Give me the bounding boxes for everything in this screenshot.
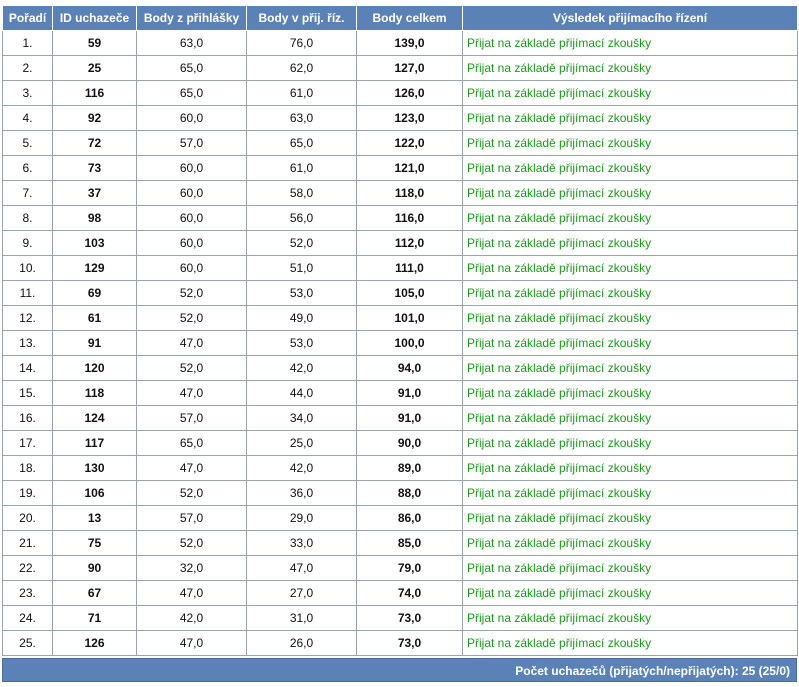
cell-points-admission: 56,0 [247, 206, 357, 231]
cell-points-total: 100,0 [357, 331, 463, 356]
cell-result: Přijat na základě přijímací zkoušky [463, 481, 798, 506]
cell-points-admission: 61,0 [247, 156, 357, 181]
cell-candidate-id: 120 [53, 356, 137, 381]
table-row [3, 131, 798, 156]
cell-points-application: 60,0 [137, 231, 247, 256]
cell-points-total: 139,0 [357, 31, 463, 56]
cell-points-application: 47,0 [137, 631, 247, 656]
cell-points-admission: 61,0 [247, 81, 357, 106]
table-row [3, 231, 798, 256]
cell-result: Přijat na základě přijímací zkoušky [463, 81, 798, 106]
cell-points-admission: 76,0 [247, 31, 357, 56]
cell-points-total: 89,0 [357, 456, 463, 481]
cell-rank: 1. [3, 31, 53, 56]
cell-points-total: 123,0 [357, 106, 463, 131]
cell-candidate-id: 130 [53, 456, 137, 481]
cell-points-application: 47,0 [137, 331, 247, 356]
cell-rank: 25. [3, 631, 53, 656]
header-points-admission[interactable]: Body v přij. říz. [247, 6, 357, 31]
cell-points-admission: 31,0 [247, 606, 357, 631]
cell-result: Přijat na základě přijímací zkoušky [463, 356, 798, 381]
cell-points-application: 57,0 [137, 406, 247, 431]
cell-candidate-id: 59 [53, 31, 137, 56]
cell-rank: 11. [3, 281, 53, 306]
table-header-row [3, 6, 798, 31]
cell-result: Přijat na základě přijímací zkoušky [463, 456, 798, 481]
cell-result: Přijat na základě přijímací zkoušky [463, 156, 798, 181]
table-row [3, 606, 798, 631]
cell-points-admission: 63,0 [247, 106, 357, 131]
table-row [3, 106, 798, 131]
cell-candidate-id: 98 [53, 206, 137, 231]
cell-candidate-id: 103 [53, 231, 137, 256]
cell-points-admission: 29,0 [247, 506, 357, 531]
cell-points-total: 112,0 [357, 231, 463, 256]
cell-rank: 6. [3, 156, 53, 181]
table-row [3, 456, 798, 481]
cell-points-total: 85,0 [357, 531, 463, 556]
cell-points-admission: 44,0 [247, 381, 357, 406]
cell-points-admission: 42,0 [247, 456, 357, 481]
cell-result: Přijat na základě přijímací zkoušky [463, 406, 798, 431]
cell-points-admission: 62,0 [247, 56, 357, 81]
cell-result: Přijat na základě přijímací zkoušky [463, 331, 798, 356]
cell-candidate-id: 75 [53, 531, 137, 556]
cell-result: Přijat na základě přijímací zkoušky [463, 381, 798, 406]
cell-points-application: 60,0 [137, 206, 247, 231]
cell-points-admission: 53,0 [247, 331, 357, 356]
table-row [3, 256, 798, 281]
admission-results-table [2, 5, 798, 656]
cell-result: Přijat na základě přijímací zkoušky [463, 631, 798, 656]
cell-result: Přijat na základě přijímací zkoušky [463, 506, 798, 531]
cell-result: Přijat na základě přijímací zkoušky [463, 231, 798, 256]
cell-candidate-id: 72 [53, 131, 137, 156]
table-row [3, 331, 798, 356]
cell-points-total: 86,0 [357, 506, 463, 531]
cell-rank: 3. [3, 81, 53, 106]
table-row [3, 431, 798, 456]
cell-rank: 21. [3, 531, 53, 556]
cell-points-total: 74,0 [357, 581, 463, 606]
cell-candidate-id: 117 [53, 431, 137, 456]
cell-rank: 7. [3, 181, 53, 206]
cell-points-application: 32,0 [137, 556, 247, 581]
table-row [3, 631, 798, 656]
cell-rank: 13. [3, 331, 53, 356]
table-row [3, 581, 798, 606]
cell-points-application: 57,0 [137, 131, 247, 156]
cell-points-total: 121,0 [357, 156, 463, 181]
cell-points-application: 65,0 [137, 431, 247, 456]
cell-rank: 20. [3, 506, 53, 531]
cell-points-application: 42,0 [137, 606, 247, 631]
cell-result: Přijat na základě přijímací zkoušky [463, 281, 798, 306]
table-row [3, 156, 798, 181]
cell-points-total: 73,0 [357, 631, 463, 656]
cell-points-admission: 53,0 [247, 281, 357, 306]
cell-points-admission: 58,0 [247, 181, 357, 206]
table-row [3, 281, 798, 306]
cell-points-admission: 51,0 [247, 256, 357, 281]
cell-rank: 9. [3, 231, 53, 256]
cell-result: Přijat na základě přijímací zkoušky [463, 131, 798, 156]
cell-rank: 14. [3, 356, 53, 381]
cell-result: Přijat na základě přijímací zkoušky [463, 306, 798, 331]
cell-rank: 18. [3, 456, 53, 481]
cell-points-total: 88,0 [357, 481, 463, 506]
cell-points-total: 116,0 [357, 206, 463, 231]
cell-candidate-id: 69 [53, 281, 137, 306]
cell-points-application: 57,0 [137, 506, 247, 531]
cell-result: Přijat na základě přijímací zkoušky [463, 206, 798, 231]
cell-points-total: 79,0 [357, 556, 463, 581]
cell-candidate-id: 90 [53, 556, 137, 581]
cell-result: Přijat na základě přijímací zkoušky [463, 56, 798, 81]
cell-points-application: 52,0 [137, 481, 247, 506]
cell-result: Přijat na základě přijímací zkoušky [463, 181, 798, 206]
cell-points-application: 52,0 [137, 531, 247, 556]
cell-rank: 15. [3, 381, 53, 406]
cell-points-total: 101,0 [357, 306, 463, 331]
cell-points-admission: 33,0 [247, 531, 357, 556]
cell-candidate-id: 73 [53, 156, 137, 181]
cell-candidate-id: 37 [53, 181, 137, 206]
cell-rank: 5. [3, 131, 53, 156]
cell-points-total: 127,0 [357, 56, 463, 81]
cell-candidate-id: 116 [53, 81, 137, 106]
cell-rank: 2. [3, 56, 53, 81]
table-row [3, 306, 798, 331]
table-row [3, 31, 798, 56]
cell-result: Přijat na základě přijímací zkoušky [463, 431, 798, 456]
cell-result: Přijat na základě přijímací zkoušky [463, 256, 798, 281]
cell-candidate-id: 124 [53, 406, 137, 431]
table-row [3, 206, 798, 231]
cell-points-application: 60,0 [137, 106, 247, 131]
cell-points-total: 126,0 [357, 81, 463, 106]
cell-rank: 22. [3, 556, 53, 581]
cell-points-total: 111,0 [357, 256, 463, 281]
cell-rank: 10. [3, 256, 53, 281]
table-row [3, 381, 798, 406]
table-row [3, 531, 798, 556]
header-points-application[interactable]: Body z přihlášky [137, 6, 247, 31]
cell-points-total: 105,0 [357, 281, 463, 306]
cell-candidate-id: 126 [53, 631, 137, 656]
cell-rank: 16. [3, 406, 53, 431]
cell-candidate-id: 67 [53, 581, 137, 606]
cell-candidate-id: 106 [53, 481, 137, 506]
candidate-count-summary: Počet uchazečů (přijatých/nepřijatých): 25 (25/0) [2, 658, 797, 682]
cell-rank: 24. [3, 606, 53, 631]
cell-points-application: 63,0 [137, 31, 247, 56]
table-row [3, 81, 798, 106]
cell-points-admission: 26,0 [247, 631, 357, 656]
results-container [2, 5, 797, 682]
header-candidate-id[interactable]: ID uchazeče [53, 6, 137, 31]
cell-candidate-id: 13 [53, 506, 137, 531]
cell-rank: 8. [3, 206, 53, 231]
cell-points-admission: 25,0 [247, 431, 357, 456]
cell-points-admission: 49,0 [247, 306, 357, 331]
cell-candidate-id: 25 [53, 56, 137, 81]
cell-points-admission: 42,0 [247, 356, 357, 381]
cell-points-admission: 65,0 [247, 131, 357, 156]
cell-rank: 17. [3, 431, 53, 456]
cell-points-total: 91,0 [357, 381, 463, 406]
table-body [3, 31, 798, 656]
cell-points-total: 94,0 [357, 356, 463, 381]
cell-result: Přijat na základě přijímací zkoušky [463, 581, 798, 606]
cell-candidate-id: 61 [53, 306, 137, 331]
cell-points-application: 47,0 [137, 581, 247, 606]
table-row [3, 56, 798, 81]
cell-result: Přijat na základě přijímací zkoušky [463, 606, 798, 631]
cell-candidate-id: 129 [53, 256, 137, 281]
cell-points-application: 47,0 [137, 456, 247, 481]
table-row [3, 356, 798, 381]
cell-rank: 19. [3, 481, 53, 506]
cell-candidate-id: 91 [53, 331, 137, 356]
cell-candidate-id: 118 [53, 381, 137, 406]
table-row [3, 556, 798, 581]
cell-points-total: 91,0 [357, 406, 463, 431]
header-result[interactable]: Výsledek přijímacího řízení [463, 6, 798, 31]
header-points-total[interactable]: Body celkem [357, 6, 463, 31]
cell-rank: 4. [3, 106, 53, 131]
table-row [3, 481, 798, 506]
cell-points-application: 60,0 [137, 256, 247, 281]
table-row [3, 506, 798, 531]
cell-points-application: 47,0 [137, 381, 247, 406]
cell-candidate-id: 71 [53, 606, 137, 631]
table-row [3, 406, 798, 431]
cell-points-application: 60,0 [137, 181, 247, 206]
cell-points-total: 122,0 [357, 131, 463, 156]
cell-candidate-id: 92 [53, 106, 137, 131]
cell-points-total: 118,0 [357, 181, 463, 206]
cell-points-admission: 36,0 [247, 481, 357, 506]
cell-points-admission: 47,0 [247, 556, 357, 581]
header-rank[interactable]: Pořadí [3, 6, 53, 31]
cell-points-admission: 52,0 [247, 231, 357, 256]
cell-points-application: 52,0 [137, 306, 247, 331]
table-row [3, 181, 798, 206]
cell-points-admission: 27,0 [247, 581, 357, 606]
cell-points-application: 65,0 [137, 81, 247, 106]
cell-points-total: 73,0 [357, 606, 463, 631]
cell-points-application: 60,0 [137, 156, 247, 181]
cell-result: Přijat na základě přijímací zkoušky [463, 531, 798, 556]
cell-result: Přijat na základě přijímací zkoušky [463, 31, 798, 56]
cell-points-application: 52,0 [137, 281, 247, 306]
cell-points-admission: 34,0 [247, 406, 357, 431]
cell-points-total: 90,0 [357, 431, 463, 456]
cell-result: Přijat na základě přijímací zkoušky [463, 106, 798, 131]
cell-points-application: 52,0 [137, 356, 247, 381]
cell-result: Přijat na základě přijímací zkoušky [463, 556, 798, 581]
cell-rank: 23. [3, 581, 53, 606]
cell-points-application: 65,0 [137, 56, 247, 81]
cell-rank: 12. [3, 306, 53, 331]
